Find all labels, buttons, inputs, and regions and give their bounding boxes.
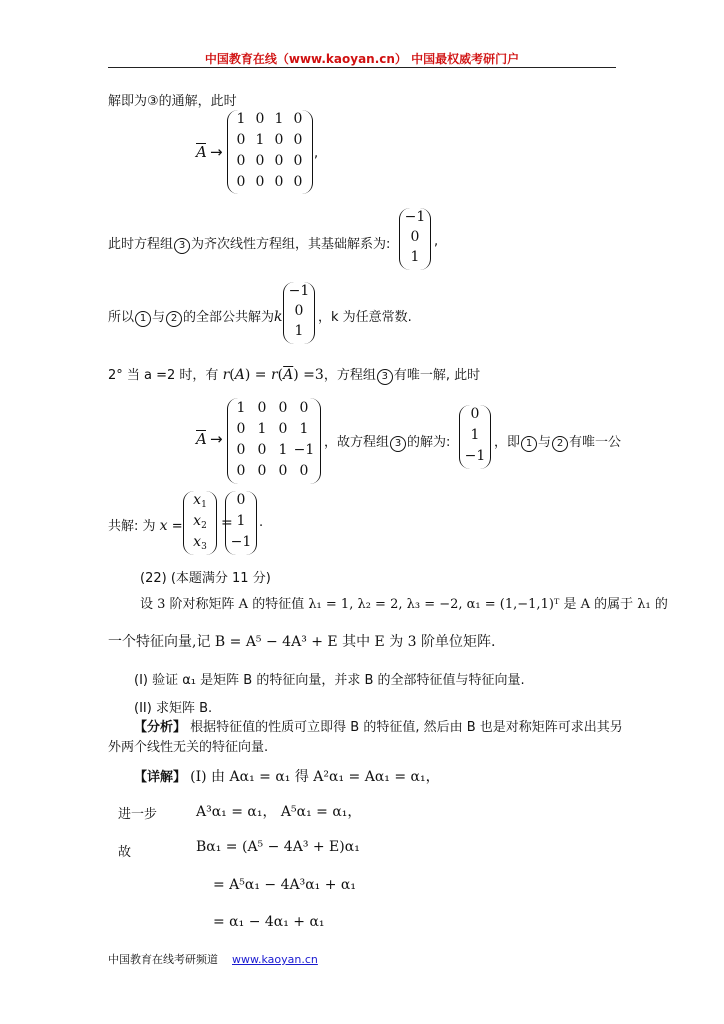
abar-label-2: A: [196, 430, 207, 448]
matrix-cell: 0: [255, 111, 265, 127]
matrix-cell: 1: [278, 442, 288, 458]
matrix-cell: 0: [257, 400, 267, 416]
analysis-line-2: 外两个线性无关的特征向量.: [108, 740, 269, 755]
matrix-cell: 0: [274, 153, 284, 169]
comma: ,: [434, 234, 439, 249]
vector-entry: 1: [470, 427, 480, 443]
text-line-3: 所以 1 与 2 的全部公共解为k: [108, 309, 283, 325]
matrix-cell: 1: [255, 132, 265, 148]
matrix-cell: 0: [299, 400, 309, 416]
matrix-cell: 0: [236, 132, 246, 148]
text-line-4: 2° 当 a =2 时，有 $r(A) = r(\overline{A}) =3$，方程组 3 有唯一解, 此时: [108, 367, 481, 383]
further-label: 进一步: [118, 807, 158, 822]
arrow-icon: →: [210, 143, 223, 161]
vector-entry: 1: [294, 323, 304, 339]
matrix-1: [227, 110, 313, 194]
vector-entry: 0: [470, 406, 480, 422]
circled-number: 3: [377, 369, 393, 385]
x-vector: [183, 491, 217, 555]
matrix-cell: 0: [274, 174, 284, 190]
matrix-cell: 0: [299, 463, 309, 479]
vector-entry: −1: [230, 534, 252, 550]
header-rule: [108, 67, 616, 68]
matrix-cell: 0: [278, 400, 288, 416]
matrix-cell: 0: [293, 174, 303, 190]
problem-text-1: 设 3 阶对称矩阵 A 的特征值 λ₁ = 1, λ₂ = 2, λ₃ = −2, α₁ = (1,−1,1)ᵀ 是 A 的属于 λ₁ 的: [140, 597, 668, 612]
abar-label-1: A: [196, 143, 207, 161]
rank-equation: $r(A) = r(\overline{A}) =3$: [222, 367, 324, 383]
matrix-cell: 1: [274, 111, 284, 127]
page-header: 中国教育在线（www.kaoyan.cn） 中国最权威考研门户: [204, 52, 520, 66]
matrix-cell: 0: [257, 442, 267, 458]
circled-number: 2: [166, 311, 182, 327]
therefore-label: 故: [118, 845, 132, 860]
detail-line: 【详解】 (I) 由 Aα₁ = α₁ 得 A²α₁ = Aα₁ = α₁，: [134, 769, 440, 785]
x-entry: $x_2$: [193, 513, 207, 531]
text-line-3-tail: ，k 为任意常数.: [318, 310, 412, 325]
circled-number: 3: [174, 238, 190, 254]
circled-number: 1: [135, 311, 151, 327]
vector-entry: −1: [288, 283, 310, 299]
comma: ,: [314, 146, 319, 161]
matrix-cell: 0: [274, 132, 284, 148]
circled-number: 1: [521, 436, 537, 452]
matrix-cell: 0: [293, 111, 303, 127]
equation-2: = A⁵α₁ − 4A³α₁ + α₁: [213, 877, 356, 893]
equation-3: = α₁ − 4α₁ + α₁: [213, 914, 325, 930]
matrix-cell: 0: [255, 153, 265, 169]
matrix-cell: 0: [278, 421, 288, 437]
matrix-cell: 1: [236, 111, 246, 127]
part-2: (II) 求矩阵 B.: [134, 701, 213, 716]
text-line-5: ，故方程组 3 的解为:: [324, 435, 451, 450]
circled-number: 2: [552, 436, 568, 452]
matrix-cell: 1: [299, 421, 309, 437]
text-line-2: 此时方程组 3 为齐次线性方程组，其基础解系为:: [108, 237, 391, 252]
period: .: [259, 515, 264, 530]
abar-overline-1: [196, 143, 206, 144]
matrix-cell: 0: [236, 463, 246, 479]
circled-number: 3: [390, 436, 406, 452]
problem-text-2: 一个特征向量,记 B = A⁵ − 4A³ + E 其中 E 为 3 阶单位矩阵.: [108, 634, 496, 650]
analysis-line-1: 【分析】 根据特征值的性质可立即得 B 的特征值, 然后由 B 也是对称矩阵可求出其另: [134, 720, 623, 735]
x-entry: $x_1$: [193, 492, 207, 510]
vector-entry: 1: [410, 249, 420, 265]
abar-overline-2: [196, 430, 206, 431]
matrix-cell: 1: [236, 400, 246, 416]
matrix-2: [227, 398, 321, 484]
text-line-1: 解即为③的通解，此时: [108, 94, 237, 109]
matrix-cell: 0: [255, 174, 265, 190]
matrix-cell: 0: [236, 153, 246, 169]
arrow-icon: →: [210, 430, 223, 448]
equation-1: Bα₁ = (A⁵ − 4A³ + E)α₁: [196, 839, 360, 855]
vector-entry: 0: [236, 492, 246, 508]
vector-entry: 0: [294, 303, 304, 319]
common-solution-vector: [283, 282, 315, 344]
matrix-cell: 0: [236, 442, 246, 458]
page-footer: 中国教育在线考研频道 www.kaoyan.cn: [108, 953, 318, 966]
vector-entry: 0: [410, 229, 420, 245]
vector-entry: −1: [464, 448, 486, 464]
equals: =: [221, 515, 233, 531]
basis-vector: [399, 208, 431, 270]
matrix-cell: 0: [293, 132, 303, 148]
vector-entry: −1: [404, 209, 426, 225]
matrix-cell: 0: [236, 421, 246, 437]
text-line-5-tail: ，即 1 与 2 有唯一公: [494, 435, 622, 450]
matrix-cell: 0: [278, 463, 288, 479]
text-line-6: 共解: 为 x =: [108, 518, 183, 534]
x-entry: $x_3$: [193, 534, 207, 552]
matrix-cell: 0: [236, 174, 246, 190]
matrix-cell: 0: [257, 463, 267, 479]
problem-number: (22) (本题满分 11 分): [140, 571, 271, 586]
matrix-cell: 1: [257, 421, 267, 437]
vector-entry: 1: [236, 513, 246, 529]
part-1: (I) 验证 α₁ 是矩阵 B 的特征向量，并求 B 的全部特征值与特征向量.: [134, 673, 525, 688]
matrix-cell: 0: [293, 153, 303, 169]
further-equation: A³α₁ = α₁， A⁵α₁ = α₁，: [196, 804, 362, 820]
x-value-vector: [225, 491, 257, 555]
solution-vector: [459, 405, 491, 469]
footer-link[interactable]: www.kaoyan.cn: [232, 953, 318, 966]
matrix-cell: −1: [293, 442, 315, 458]
